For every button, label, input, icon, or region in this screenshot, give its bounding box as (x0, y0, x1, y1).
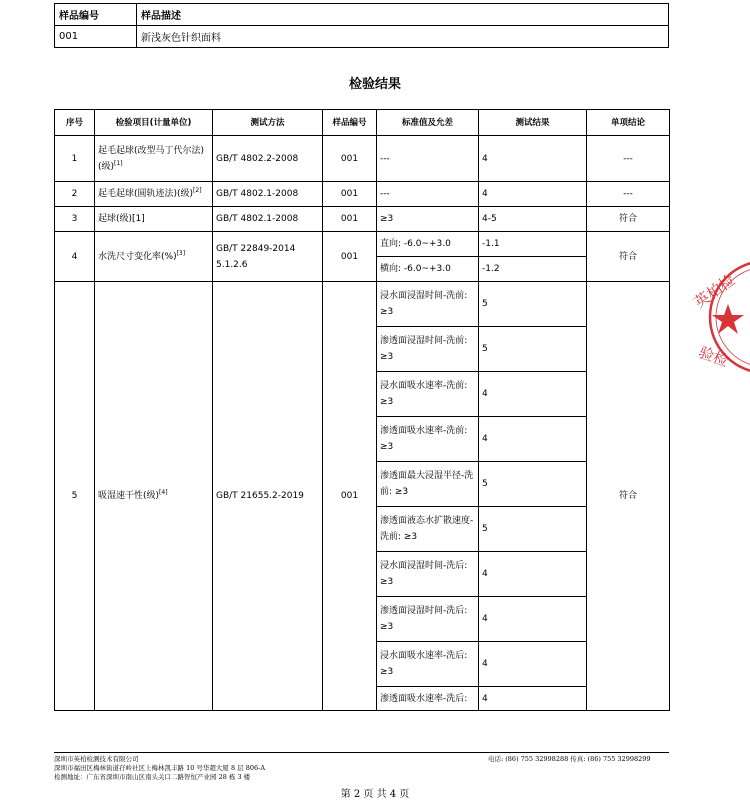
result-title: 检验结果 (348, 77, 401, 92)
row-standard: 浸水面浸湿时间-洗前: ≥3 (377, 282, 479, 327)
footer-address-line: 深圳市福田区梅林街道孖岭社区上梅林凯丰路 10 号华超大厦 8 层 806-A (54, 764, 266, 772)
row-sample: 001 (323, 182, 377, 207)
col-header: 测试方法 (213, 110, 323, 136)
footer-company: 深圳市英柏检测技术有限公司 (54, 755, 139, 763)
row-item (95, 136, 213, 182)
sample-desc-value: 新浅灰色针织面料 (137, 26, 669, 48)
row-no: 2 (55, 182, 95, 207)
row-conclusion: 符合 (587, 282, 670, 711)
table-row (55, 207, 670, 232)
row-standard: 渗透面吸水速率-洗前: ≥3 (377, 417, 479, 462)
row-standard: 渗透面浸湿时间-洗后: ≥3 (377, 597, 479, 642)
row-conclusion: 符合 (587, 232, 670, 282)
row-standard: 渗透面最大浸湿半径-洗前: ≥3 (377, 462, 479, 507)
row-result: 4 (479, 372, 587, 417)
row-standard: 浸水面吸水速率-洗前: ≥3 (377, 372, 479, 417)
footer-divider (54, 752, 669, 753)
footer-contact: 电话: (86) 755 32998288 传真: (86) 755 32998299 (488, 755, 651, 763)
row-no: 3 (55, 207, 95, 232)
row-method: GB/T 4802.2-2008 (213, 136, 323, 182)
col-header: 样品编号 (323, 110, 377, 136)
row-item (95, 232, 213, 282)
row-item: 起球(级)[1] (95, 207, 213, 232)
col-header: 测试结果 (479, 110, 587, 136)
row-conclusion: --- (587, 136, 670, 182)
svg-text:验检: 验检 (696, 343, 731, 371)
row-result: 5 (479, 327, 587, 372)
item-text: 水洗尺寸变化率(%) (98, 251, 177, 262)
row-result: -1.2 (479, 257, 587, 282)
row-item (95, 282, 213, 711)
row-method (213, 232, 323, 282)
row-result: 4 (479, 597, 587, 642)
col-header: 序号 (55, 110, 95, 136)
col-header: 标准值及允差 (377, 110, 479, 136)
row-result: 5 (479, 462, 587, 507)
footnote-ref: [1] (114, 159, 123, 167)
row-result: 4 (479, 417, 587, 462)
row-standard: 直向: -6.0~+3.0 (377, 232, 479, 257)
row-result: 4-5 (479, 207, 587, 232)
sample-id-value: 001 (55, 26, 137, 48)
item-text: 吸湿速干性(级) (98, 491, 160, 501)
footer-address-line: 检测地址：广东省深圳市南山区南头关口二路智恒产业园 28 栋 3 楼 (54, 773, 251, 781)
row-result: 4 (479, 182, 587, 207)
row-conclusion: --- (587, 182, 670, 207)
table-row (55, 232, 670, 257)
row-result: 4 (479, 552, 587, 597)
sample-id-header: 样品编号 (55, 4, 137, 26)
row-standard: 横向: -6.0~+3.0 (377, 257, 479, 282)
row-no: 1 (55, 136, 95, 182)
sample-info-table (54, 3, 669, 48)
row-item (95, 182, 213, 207)
row-standard: ≥3 (377, 207, 479, 232)
row-method: GB/T 4802.1-2008 (213, 182, 323, 207)
row-standard: 渗透面液态水扩散速度-洗前: ≥3 (377, 507, 479, 552)
sample-desc-header: 样品描述 (137, 4, 669, 26)
table-row (55, 136, 670, 182)
row-no: 5 (55, 282, 95, 711)
col-header: 单项结论 (587, 110, 670, 136)
item-text: 起毛起球(圆轨迹法)(级) (98, 189, 194, 199)
row-conclusion: 符合 (587, 207, 670, 232)
footnote-ref: [3] (176, 249, 186, 257)
row-result: 5 (479, 282, 587, 327)
row-method: GB/T 4802.1-2008 (213, 207, 323, 232)
result-table (54, 109, 670, 711)
row-standard: --- (377, 182, 479, 207)
svg-text:英柏检: 英柏检 (690, 271, 739, 312)
row-standard: 渗透面吸水速率-洗后: (377, 687, 479, 711)
footnote-ref: [2] (193, 187, 202, 194)
row-result: 4 (479, 136, 587, 182)
row-standard: 浸水面浸湿时间-洗后: ≥3 (377, 552, 479, 597)
row-result: 5 (479, 507, 587, 552)
row-method: GB/T 21655.2-2019 (213, 282, 323, 711)
row-result: 4 (479, 687, 587, 711)
method-line: GB/T 22849-2014 (216, 243, 296, 254)
method-line: 5.1.2.6 (216, 259, 248, 270)
page-number: 第 2 页 共 4 页 (340, 789, 410, 800)
item-text: 起毛起球(改型马丁代尔法)(级) (98, 145, 205, 172)
row-sample: 001 (323, 282, 377, 711)
col-header: 检验项目(计量单位) (95, 110, 213, 136)
footer-address (54, 755, 265, 782)
row-standard: 浸水面吸水速率-洗后: ≥3 (377, 642, 479, 687)
footnote-ref: [4] (159, 489, 168, 496)
row-result: -1.1 (479, 232, 587, 257)
row-sample: 001 (323, 232, 377, 282)
row-result: 4 (479, 642, 587, 687)
table-row (55, 182, 670, 207)
table-header-row (55, 110, 670, 136)
row-no: 4 (55, 232, 95, 282)
row-sample: 001 (323, 207, 377, 232)
row-standard: --- (377, 136, 479, 182)
table-row (55, 282, 670, 327)
official-seal (684, 258, 750, 376)
row-sample: 001 (323, 136, 377, 182)
row-standard: 渗透面浸湿时间-洗前: ≥3 (377, 327, 479, 372)
